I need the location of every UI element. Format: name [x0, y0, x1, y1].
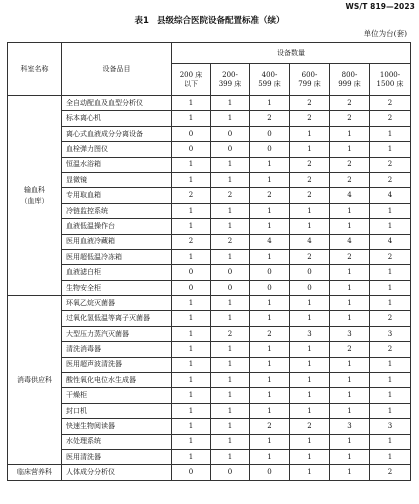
quantity-cell: 0: [250, 280, 290, 295]
quantity-cell: 2: [250, 326, 290, 341]
table-row: [8, 203, 411, 218]
equipment-item: 酸性氧化电位水生成器: [62, 373, 172, 388]
quantity-cell: 2: [370, 311, 411, 326]
equipment-table: [7, 42, 411, 481]
quantity-cell: 1: [330, 126, 370, 141]
table-row: [8, 111, 411, 126]
equipment-item: 生物安全柜: [62, 280, 172, 295]
quantity-cell: 1: [172, 449, 211, 464]
table-body: [8, 96, 411, 481]
header-item: 设备品目: [62, 43, 172, 96]
quantity-cell: 1: [211, 357, 250, 372]
equipment-item: 显微镜: [62, 172, 172, 187]
quantity-cell: 1: [370, 219, 411, 234]
quantity-cell: 2: [211, 326, 250, 341]
table-row: [8, 403, 411, 418]
quantity-cell: 2: [250, 419, 290, 434]
equipment-item: 大型压力蒸汽灭菌器: [62, 326, 172, 341]
quantity-cell: 2: [370, 157, 411, 172]
quantity-cell: 0: [250, 465, 290, 480]
quantity-cell: 1: [250, 388, 290, 403]
table-row: [8, 188, 411, 203]
table-row: [8, 142, 411, 157]
quantity-cell: 2: [370, 96, 411, 111]
header-beds-5: 800- 999 床: [330, 64, 370, 96]
quantity-cell: 1: [211, 111, 250, 126]
equipment-item: 过氧化氢低温等离子灭菌器: [62, 311, 172, 326]
quantity-cell: 0: [211, 465, 250, 480]
quantity-cell: 1: [370, 296, 411, 311]
quantity-cell: 2: [290, 172, 330, 187]
equipment-item: 医用清洗器: [62, 449, 172, 464]
quantity-cell: 1: [290, 296, 330, 311]
quantity-cell: 2: [290, 157, 330, 172]
quantity-cell: 1: [330, 403, 370, 418]
quantity-cell: 1: [250, 434, 290, 449]
quantity-cell: 1: [250, 296, 290, 311]
table-label: 表1: [134, 16, 149, 26]
quantity-cell: 1: [290, 388, 330, 403]
equipment-item: 离心式血液成分分离设备: [62, 126, 172, 141]
table-title: [0, 14, 419, 26]
quantity-cell: 1: [290, 219, 330, 234]
header-beds-1: 200 床 以下: [172, 64, 211, 96]
quantity-cell: 0: [172, 280, 211, 295]
quantity-cell: 1: [290, 465, 330, 480]
quantity-cell: 4: [370, 188, 411, 203]
equipment-item: 封口机: [62, 403, 172, 418]
equipment-item: 医用超声波清洗器: [62, 357, 172, 372]
table-row: [8, 157, 411, 172]
quantity-cell: 1: [370, 280, 411, 295]
table-row: [8, 388, 411, 403]
equipment-item: 干燥柜: [62, 388, 172, 403]
quantity-cell: 1: [211, 203, 250, 218]
quantity-cell: 1: [172, 357, 211, 372]
quantity-cell: 1: [290, 342, 330, 357]
department-name: 临床营养科: [8, 465, 62, 480]
quantity-cell: 1: [370, 388, 411, 403]
quantity-cell: 1: [250, 157, 290, 172]
equipment-item: 医用超低温冷冻箱: [62, 249, 172, 264]
table-row: [8, 219, 411, 234]
header-beds-4: 600- 799 床: [290, 64, 330, 96]
equipment-item: 血栓弹力图仪: [62, 142, 172, 157]
table-row: [8, 234, 411, 249]
quantity-cell: 1: [172, 219, 211, 234]
quantity-cell: 1: [211, 342, 250, 357]
quantity-cell: 1: [211, 311, 250, 326]
quantity-cell: 1: [172, 157, 211, 172]
department-name: 输血科 （血库）: [8, 96, 62, 296]
quantity-cell: 2: [370, 172, 411, 187]
quantity-cell: 0: [211, 280, 250, 295]
equipment-item: 人体成分分析仪: [62, 465, 172, 480]
quantity-cell: 1: [330, 388, 370, 403]
quantity-cell: 1: [330, 449, 370, 464]
header-quantity-group: 设备数量: [172, 43, 411, 64]
table-row: [8, 465, 411, 480]
quantity-cell: 2: [172, 234, 211, 249]
quantity-cell: 0: [172, 126, 211, 141]
quantity-cell: 1: [250, 373, 290, 388]
equipment-item: 血液低温操作台: [62, 219, 172, 234]
quantity-cell: 4: [370, 234, 411, 249]
quantity-cell: 1: [211, 296, 250, 311]
quantity-cell: 3: [290, 326, 330, 341]
quantity-cell: 1: [290, 357, 330, 372]
quantity-cell: 1: [172, 111, 211, 126]
quantity-cell: 2: [370, 342, 411, 357]
quantity-cell: 1: [211, 419, 250, 434]
table-row: [8, 126, 411, 141]
quantity-cell: 1: [290, 403, 330, 418]
quantity-cell: 3: [330, 326, 370, 341]
quantity-cell: 1: [370, 142, 411, 157]
quantity-cell: 0: [211, 265, 250, 280]
table-row: [8, 96, 411, 111]
equipment-item: 标本离心机: [62, 111, 172, 126]
quantity-cell: 2: [330, 111, 370, 126]
table-row: [8, 373, 411, 388]
equipment-item: 恒温水浴箱: [62, 157, 172, 172]
quantity-cell: 0: [172, 142, 211, 157]
quantity-cell: 1: [250, 203, 290, 218]
quantity-cell: 1: [370, 203, 411, 218]
quantity-cell: 4: [290, 234, 330, 249]
equipment-item: 快速生物阅读器: [62, 419, 172, 434]
quantity-cell: 1: [250, 357, 290, 372]
quantity-cell: 1: [330, 373, 370, 388]
table-row: [8, 172, 411, 187]
quantity-cell: 0: [211, 126, 250, 141]
quantity-cell: 0: [290, 280, 330, 295]
quantity-cell: 1: [172, 342, 211, 357]
quantity-cell: 1: [250, 311, 290, 326]
quantity-cell: 1: [250, 342, 290, 357]
quantity-cell: 0: [250, 265, 290, 280]
quantity-cell: 1: [250, 96, 290, 111]
quantity-cell: 2: [330, 172, 370, 187]
quantity-cell: 2: [330, 96, 370, 111]
table-row: [8, 311, 411, 326]
quantity-cell: 2: [290, 249, 330, 264]
table-row: [8, 342, 411, 357]
quantity-cell: 4: [250, 234, 290, 249]
table-row: [8, 265, 411, 280]
quantity-cell: 1: [172, 172, 211, 187]
table-row: [8, 449, 411, 464]
quantity-cell: 3: [370, 326, 411, 341]
quantity-cell: 1: [330, 219, 370, 234]
quantity-cell: 1: [172, 249, 211, 264]
table-row: [8, 280, 411, 295]
quantity-cell: 1: [370, 126, 411, 141]
quantity-cell: 1: [330, 434, 370, 449]
quantity-cell: 2: [370, 465, 411, 480]
quantity-cell: 1: [290, 373, 330, 388]
quantity-cell: 1: [172, 311, 211, 326]
quantity-cell: 2: [290, 188, 330, 203]
quantity-cell: 1: [172, 388, 211, 403]
table-row: [8, 249, 411, 264]
quantity-cell: 1: [172, 326, 211, 341]
quantity-cell: 0: [172, 265, 211, 280]
quantity-cell: 1: [172, 373, 211, 388]
quantity-cell: 1: [290, 449, 330, 464]
quantity-cell: 1: [211, 403, 250, 418]
equipment-item: 医用血液冷藏箱: [62, 234, 172, 249]
quantity-cell: 1: [330, 280, 370, 295]
quantity-cell: 2: [370, 111, 411, 126]
quantity-cell: 1: [172, 403, 211, 418]
standard-code: WS/T 819—2023: [345, 2, 415, 11]
quantity-cell: 1: [250, 172, 290, 187]
quantity-cell: 1: [330, 203, 370, 218]
equipment-item: 清洗消毒器: [62, 342, 172, 357]
quantity-cell: 1: [211, 157, 250, 172]
quantity-cell: 1: [211, 219, 250, 234]
quantity-cell: 0: [250, 142, 290, 157]
quantity-cell: 2: [211, 234, 250, 249]
quantity-cell: 1: [211, 249, 250, 264]
quantity-cell: 0: [172, 465, 211, 480]
quantity-cell: 1: [250, 219, 290, 234]
quantity-cell: 0: [290, 265, 330, 280]
quantity-cell: 1: [330, 311, 370, 326]
department-name: 消毒供应科: [8, 296, 62, 465]
quantity-cell: 1: [370, 357, 411, 372]
quantity-cell: 1: [330, 142, 370, 157]
header-beds-2: 200- 399 床: [211, 64, 250, 96]
quantity-cell: 1: [290, 142, 330, 157]
quantity-cell: 1: [330, 265, 370, 280]
quantity-cell: 2: [330, 249, 370, 264]
quantity-cell: 1: [172, 96, 211, 111]
quantity-cell: 0: [211, 142, 250, 157]
quantity-cell: 1: [330, 465, 370, 480]
quantity-cell: 1: [370, 403, 411, 418]
quantity-cell: 2: [290, 419, 330, 434]
quantity-cell: 1: [330, 357, 370, 372]
table-row: [8, 357, 411, 372]
equipment-item: 血液滤白柜: [62, 265, 172, 280]
header-beds-3: 400- 599 床: [250, 64, 290, 96]
quantity-cell: 3: [370, 419, 411, 434]
quantity-cell: 1: [211, 172, 250, 187]
quantity-cell: 1: [250, 249, 290, 264]
quantity-cell: 4: [330, 188, 370, 203]
unit-note: 单位为台(套): [363, 29, 407, 38]
quantity-cell: 1: [370, 373, 411, 388]
quantity-cell: 2: [290, 96, 330, 111]
quantity-cell: 1: [290, 311, 330, 326]
quantity-cell: 1: [290, 126, 330, 141]
quantity-cell: 1: [370, 265, 411, 280]
quantity-cell: 1: [250, 449, 290, 464]
quantity-cell: 1: [172, 296, 211, 311]
header-dept: 科室名称: [8, 43, 62, 96]
quantity-cell: 4: [330, 234, 370, 249]
equipment-item: 冷链监控系统: [62, 203, 172, 218]
quantity-cell: 1: [172, 419, 211, 434]
quantity-cell: 2: [250, 188, 290, 203]
quantity-cell: 1: [250, 403, 290, 418]
quantity-cell: 3: [330, 419, 370, 434]
table-row: [8, 326, 411, 341]
quantity-cell: 2: [330, 342, 370, 357]
equipment-item: 专用取血箱: [62, 188, 172, 203]
quantity-cell: 1: [370, 434, 411, 449]
quantity-cell: 2: [370, 249, 411, 264]
quantity-cell: 1: [211, 449, 250, 464]
table-row: [8, 434, 411, 449]
quantity-cell: 1: [211, 434, 250, 449]
quantity-cell: 1: [290, 203, 330, 218]
quantity-cell: 2: [172, 188, 211, 203]
quantity-cell: 1: [330, 296, 370, 311]
table-row: [8, 296, 411, 311]
quantity-cell: 2: [290, 111, 330, 126]
quantity-cell: 2: [250, 111, 290, 126]
quantity-cell: 1: [172, 434, 211, 449]
header-beds-6: 1000- 1500 床: [370, 64, 411, 96]
quantity-cell: 2: [330, 157, 370, 172]
quantity-cell: 1: [172, 203, 211, 218]
table-title-text: 县级综合医院设备配置标准（续）: [156, 16, 285, 26]
equipment-item: 水处理系统: [62, 434, 172, 449]
table-row: [8, 419, 411, 434]
quantity-cell: 1: [290, 434, 330, 449]
quantity-cell: 1: [211, 96, 250, 111]
equipment-item: 环氧乙烷灭菌器: [62, 296, 172, 311]
quantity-cell: 1: [211, 388, 250, 403]
quantity-cell: 0: [250, 126, 290, 141]
quantity-cell: 2: [211, 188, 250, 203]
quantity-cell: 1: [211, 373, 250, 388]
equipment-item: 全自动配血及血型分析仪: [62, 96, 172, 111]
quantity-cell: 1: [370, 449, 411, 464]
